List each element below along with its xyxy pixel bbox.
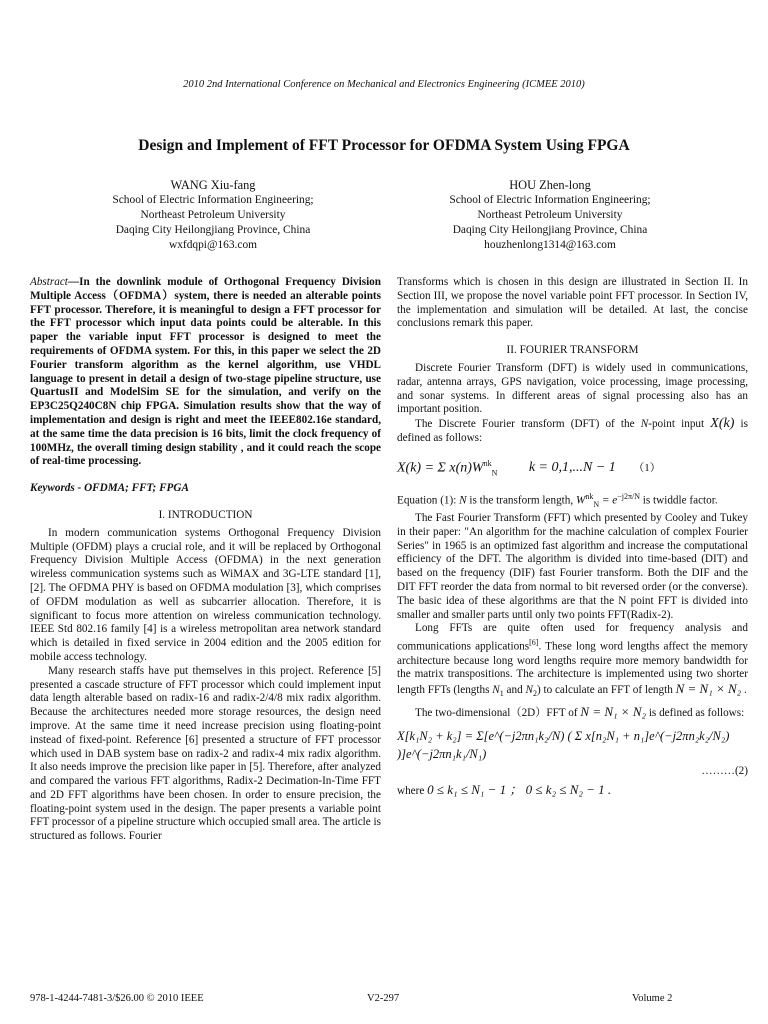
- paragraph: Transforms which is chosen in this design are illustrated in Section II. In Section III, we propose the novel variable point FFT processor. In Section IV, the implementation and simulation will be detailed. At last, the concise conclusions remark this paper.: [397, 276, 748, 330]
- equation-body: X[k₁N₂ + k₂] = Σ[e^(−j2πn₁k₂/N) ( Σ x[n₂N₁ + n₁]e^(−j2πn₂k₂/N₂) )]e^(−j2πn₁k₁/N₁): [397, 729, 730, 762]
- right-column: [397, 276, 748, 799]
- math-inline: N = N₁ × N₂: [675, 681, 742, 697]
- math-var: N: [459, 494, 467, 507]
- math-sub: 2: [532, 689, 537, 699]
- text-run: is defined as follows:: [397, 418, 748, 444]
- author-name: WANG Xiu-fang: [170, 178, 256, 192]
- footer-isbn: 978-1-4244-7481-3/$26.00 © 2010 IEEE: [30, 993, 204, 1004]
- paragraph: Many research staffs have put themselves in this project. Reference [5] presented a cascade structure of FFT processor which could implement input data length alterable based on radix-16 and radix-2/4/8 mix radix algorithm. Because the architectures needed more storage resources, the design need improve. At the same time it need increase precision using floating-point instead of fixed-point. Reference [6] presented a structure of FFT processor which used in DAB system base on radix-2 and radix-4 mix radix algorithm. It also needs improve the precision like paper in [5]. Therefore, after analyzed and compared the various FFT algorithms, Radix-2 Decimation-In-Time FFT and 2D FFT algorithms have been chosen. In order to ensure precision, the floating-point system used in the design. The paper presents a variable point FFT processor of a pipeline structure which occupied small area. The article is structured as follows. Fourier: [30, 664, 381, 843]
- math-var: N: [525, 684, 533, 697]
- equation-sup: nk: [483, 458, 492, 468]
- abstract-text: —In the downlink module of Orthogonal Frequency Division Multiple Access（OFDMA）system, there is needed an alterable points FFT processor. Therefore, it is meaningful to design a FFT processor for the FFT processor which input data points could be alterable. In this paper the variable input FFT processor is designed to meet the requirements of OFDMA system. For this, in this paper we select the 2D Fourier transform algorithm as the kernel algorithm, use VHDL language to present in detail a design of two-stage pipeline structure, use QuartusII and ModelSim SE for the simulation, and verify on the EP3C25Q240C8N chip FPGA. Simulation results show that the way of implementation and design is right and meet the IEEE802.16e standard, at the same time the data precision is 16 bits, limit the clock frequency of 100MHz, the overall timing design stability , and it could reach the scope of real-time processing.: [30, 276, 381, 468]
- math-inline: 0 ≤ k₁ ≤ N₁ − 1 ； 0 ≤ k₂ ≤ N₂ − 1 .: [427, 781, 612, 797]
- author-email: houzhenlong1314@163.com: [484, 239, 616, 251]
- author-email: wxfdqpi@163.com: [169, 239, 257, 251]
- conference-header: 2010 2nd International Conference on Mechanical and Electronics Engineering (ICMEE 2010): [183, 79, 585, 90]
- paragraph: [397, 490, 748, 512]
- author-dept: School of Electric Information Engineering;: [449, 194, 651, 206]
- math-sup: −j2π/N: [617, 492, 640, 502]
- math-sub: 1: [499, 689, 504, 699]
- text-run: is twiddle factor.: [639, 494, 718, 507]
- section-heading: I. INTRODUCTION: [158, 508, 253, 521]
- footer-volume: Volume 2: [632, 993, 673, 1004]
- text-run: . These long word lengths affect the memory architecture because long word lengths require more memory bandwidth for the matrix transpositions. The architecture is implemented using two shorter length FFTs (lengths: [397, 640, 748, 697]
- paragraph: [397, 705, 748, 721]
- equation-number: ………(2): [701, 765, 748, 778]
- equation-number: （1）: [633, 462, 661, 475]
- text-run: where: [397, 784, 428, 797]
- author-block-1: [63, 178, 363, 253]
- math-sup: nk: [585, 492, 594, 502]
- text-run: The Discrete Fourier transform (DFT) of the: [415, 418, 641, 431]
- footer-page: V2-297: [367, 993, 400, 1004]
- author-city: Daqing City Heilongjiang Province, China: [115, 224, 311, 236]
- paragraph: [397, 417, 748, 446]
- equation-body: X(k) = Σ x(n)W: [397, 460, 484, 476]
- author-block-2: [400, 178, 700, 253]
- author-dept: School of Electric Information Engineering;: [112, 194, 314, 206]
- paragraph: In modern communication systems Orthogonal Frequency Division Multiple (OFDM) plays a crucial role, and it will be replaced by Orthogonal Frequency Division Multiple Access (OFDMA) in the next generation wireless communication systems such as WiMAX and 3G-LTE standard [1], [2]. The OFDMA PHY is based on OFDMA modulation [3], which comprises of OFDM modulation as well as subcarrier allocation. Therefore, it is significant to focus more attention on wireless communication technology. IEEE Std 802.16 family [4] is a wireless metropolitan area network standard which is detailed in fixed service in 2004 edition and the 2005 edition for mobile access technology.: [30, 526, 381, 663]
- section-heading: II. FOURIER TRANSFORM: [506, 344, 639, 357]
- paper-title: Design and Implement of FFT Processor for OFDMA System Using FPGA: [138, 137, 630, 154]
- text-run: The two-dimensional（2D）FFT of: [415, 707, 581, 720]
- math-var: = e: [599, 494, 618, 507]
- text-run: ) to calculate an FFT of length: [536, 684, 676, 697]
- abstract-label: Abstract: [30, 276, 68, 288]
- text-run: -point input: [648, 418, 711, 431]
- paragraph: Discrete Fourier Transform (DFT) is widely used in communications, radar, antenna arrays, GPS navigation, voice processing, image processing, and sonar systems. In different areas of signal processing also has an important position.: [397, 361, 748, 416]
- math-sub: N: [593, 500, 600, 510]
- text-run: Long FFTs are quite often used for frequency analysis and communications applications: [397, 622, 748, 653]
- author-univ: Northeast Petroleum University: [477, 209, 623, 221]
- text-run: and: [503, 684, 526, 697]
- author-univ: Northeast Petroleum University: [140, 209, 286, 221]
- equation-1: [397, 455, 748, 482]
- author-city: Daqing City Heilongjiang Province, China: [452, 224, 648, 236]
- equation-sub: N: [491, 468, 498, 478]
- left-column: [30, 276, 381, 844]
- equation-2: [397, 727, 748, 763]
- paragraph: [397, 783, 748, 799]
- math-var: N: [640, 418, 649, 431]
- paragraph: [397, 622, 748, 701]
- text-run: is the transform length,: [466, 494, 576, 507]
- math-var: X(k): [710, 416, 735, 432]
- abstract: [30, 276, 381, 469]
- text-run: is defined as follows:: [646, 707, 745, 720]
- citation: [6]: [529, 638, 539, 648]
- text-run: Equation (1):: [397, 494, 460, 507]
- text-run: .: [741, 684, 747, 697]
- math-inline: N = N₁ × N₂: [580, 704, 647, 720]
- math-var: N: [492, 684, 500, 697]
- paragraph: The Fast Fourier Transform (FFT) which presented by Cooley and Tukey in their paper: "An algorithm for the machine calculation of complex Fourier Series" in 1965 is an optimized fast algorithm and increase the computational efficiency of the DFT. The algorithm is divided into time-based (DIT) and based on the frequency (DIF) fast Fourier transform. Both the DIF and the DIT FFT reorder the data from normal to bit reversed order (or the converse). The basic idea of these algorithms are that the N point FFT is divided into smaller and smaller parts until only two points FFT(Radix-2).: [397, 511, 748, 621]
- keywords: Keywords - OFDMA; FFT; FPGA: [30, 482, 189, 495]
- equation-range: k = 0,1,...N − 1: [528, 460, 616, 476]
- math-var: W: [575, 494, 586, 507]
- author-name: HOU Zhen-long: [509, 178, 591, 192]
